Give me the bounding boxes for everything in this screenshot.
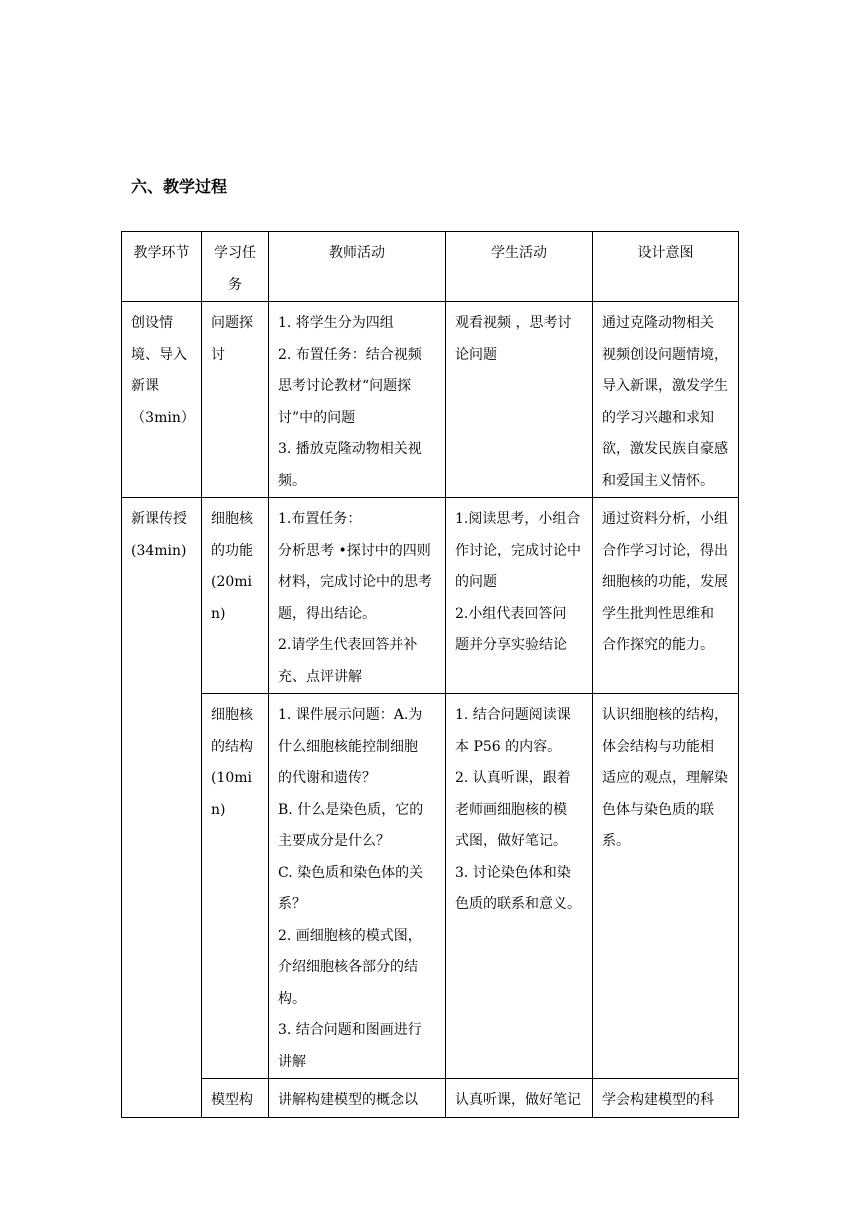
cell-line: 学会构建模型的科 — [602, 1092, 714, 1108]
header-task-line: 务 — [228, 276, 242, 293]
cell-line: 2. 布置任务：结合视频 — [278, 346, 422, 363]
cell-line: 题并分享实验结论 — [455, 637, 567, 653]
cell-line: 讨”中的问题 — [278, 409, 356, 426]
cell-line: 讨 — [211, 346, 225, 363]
cell-line: 导入新课，激发学生 — [602, 378, 728, 394]
cell-line: 通过克隆动物相关 — [602, 315, 714, 331]
cell-line: 视频创设问题情境， — [602, 346, 728, 363]
section-title: 六、教学过程 — [131, 177, 228, 196]
cell-line: 式图，做好笔记。 — [455, 833, 567, 849]
cell-line: 3. 讨论染色体和染 — [455, 864, 571, 881]
cell-intent — [593, 302, 739, 498]
header-row — [122, 232, 739, 302]
cell-line: 频。 — [278, 472, 306, 489]
cell-line: 和爱国主义情怀。 — [602, 472, 714, 489]
cell-line: 2. 画细胞核的模式图， — [278, 927, 422, 944]
cell-line: 充、点评讲解 — [278, 668, 362, 685]
cell-line: 体会结构与功能相 — [602, 738, 714, 755]
cell-line: 合作学习讨论，得出 — [602, 542, 728, 559]
cell-stage — [122, 498, 202, 1118]
cell-line: C. 染色质和染色体的关 — [278, 864, 424, 881]
cell-line: 作讨论，完成讨论中 — [455, 542, 581, 559]
cell-line: 观看视频 ，思考讨 — [455, 315, 572, 331]
cell-intent — [593, 498, 739, 694]
header-teacher: 教师活动 — [269, 232, 446, 302]
teaching-process-table — [121, 231, 739, 1118]
cell-task — [202, 302, 269, 498]
cell-line: 2.小组代表回答问 — [455, 605, 567, 622]
header-task — [202, 232, 269, 302]
cell-line: 新课 — [131, 378, 159, 394]
cell-line: 什么细胞核能控制细胞 — [278, 738, 418, 755]
cell-line: 论问题 — [455, 346, 497, 363]
cell-line: 3. 结合问题和图画进行 — [278, 1022, 422, 1038]
cell-intent — [593, 1079, 739, 1118]
cell-student — [446, 1079, 593, 1118]
cell-task — [202, 694, 269, 1079]
cell-line: 创设情 — [131, 315, 173, 331]
cell-line: 欲，激发民族自豪感 — [602, 441, 728, 457]
cell-teacher — [269, 498, 446, 694]
cell-student — [446, 498, 593, 694]
cell-line: 2.请学生代表回答并补 — [278, 637, 418, 653]
cell-line: 1.阅读思考，小组合 — [455, 511, 581, 527]
cell-line: 合作探究的能力。 — [602, 637, 714, 653]
cell-task — [202, 1079, 269, 1118]
cell-line: 的问题 — [455, 574, 497, 590]
cell-line: 材料，完成讨论中的思考 — [278, 574, 432, 590]
cell-student — [446, 302, 593, 498]
cell-line: 的功能 — [211, 542, 253, 559]
cell-line: 题，得出结论。 — [278, 605, 376, 622]
cell-student — [446, 694, 593, 1079]
cell-line: 通过资料分析，小组 — [602, 511, 728, 527]
cell-line: 系？ — [278, 896, 306, 912]
cell-line: 讲解构建模型的概念以 — [278, 1092, 418, 1108]
cell-line: 本 P56 的内容。 — [455, 738, 562, 755]
cell-line: 的代谢和遗传？ — [278, 770, 376, 786]
cell-line: 新课传授 — [131, 511, 187, 527]
header-stage: 教学环节 — [122, 232, 202, 302]
cell-line: 问题探 — [211, 315, 253, 331]
header-student: 学生活动 — [446, 232, 593, 302]
cell-line: 思考讨论教材“问题探 — [278, 378, 412, 394]
cell-line: 讲解 — [278, 1053, 306, 1070]
cell-line: 认真听课，做好笔记 — [455, 1092, 581, 1108]
table-row — [122, 694, 739, 1079]
cell-task — [202, 498, 269, 694]
cell-line: 的结构 — [211, 738, 253, 755]
cell-line: 分析思考 •探讨中的四则 — [278, 542, 431, 559]
cell-line: 细胞核的功能，发展 — [602, 574, 728, 590]
cell-line: 构。 — [278, 990, 306, 1007]
cell-line: 1. 将学生分为四组 — [278, 315, 394, 331]
cell-line: 1.布置任务： — [278, 511, 362, 527]
cell-line: 模型构 — [211, 1092, 253, 1108]
cell-line: 1. 结合问题阅读课 — [455, 707, 571, 723]
cell-line: 细胞核 — [211, 707, 253, 723]
cell-line: B. 什么是染色质，它的 — [278, 801, 424, 818]
cell-line: 的学习兴趣和求知 — [602, 409, 714, 426]
cell-line: (20min) — [211, 574, 253, 622]
cell-teacher — [269, 694, 446, 1079]
table-row — [122, 302, 739, 498]
cell-line: 介绍细胞核各部分的结 — [278, 959, 418, 975]
cell-teacher — [269, 1079, 446, 1118]
table-row — [122, 1079, 739, 1118]
cell-line: 1. 课件展示问题：A.为 — [278, 707, 423, 723]
cell-line: (34min) — [131, 542, 187, 559]
cell-teacher — [269, 302, 446, 498]
cell-line: 色质的联系和意义。 — [455, 896, 581, 912]
header-intent: 设计意图 — [593, 232, 739, 302]
cell-intent — [593, 694, 739, 1079]
cell-line: 学生批判性思维和 — [602, 605, 714, 622]
cell-stage — [122, 302, 202, 498]
cell-line: （3min） — [131, 409, 195, 426]
cell-line: 2. 认真听课，跟着 — [455, 770, 571, 786]
table-row — [122, 498, 739, 694]
cell-line: 认识细胞核的结构， — [602, 707, 728, 723]
cell-line: (10min) — [211, 770, 253, 818]
cell-line: 3. 播放克隆动物相关视 — [278, 441, 422, 457]
cell-line: 色体与染色质的联 — [602, 801, 714, 818]
cell-line: 老师画细胞核的模 — [455, 801, 567, 818]
cell-line: 细胞核 — [211, 511, 253, 527]
header-task-line: 学习任 — [214, 245, 256, 261]
cell-line: 系。 — [602, 833, 630, 849]
cell-line: 境、导入 — [131, 346, 187, 363]
cell-line: 主要成分是什么？ — [278, 833, 390, 849]
cell-line: 适应的观点，理解染 — [602, 770, 728, 786]
